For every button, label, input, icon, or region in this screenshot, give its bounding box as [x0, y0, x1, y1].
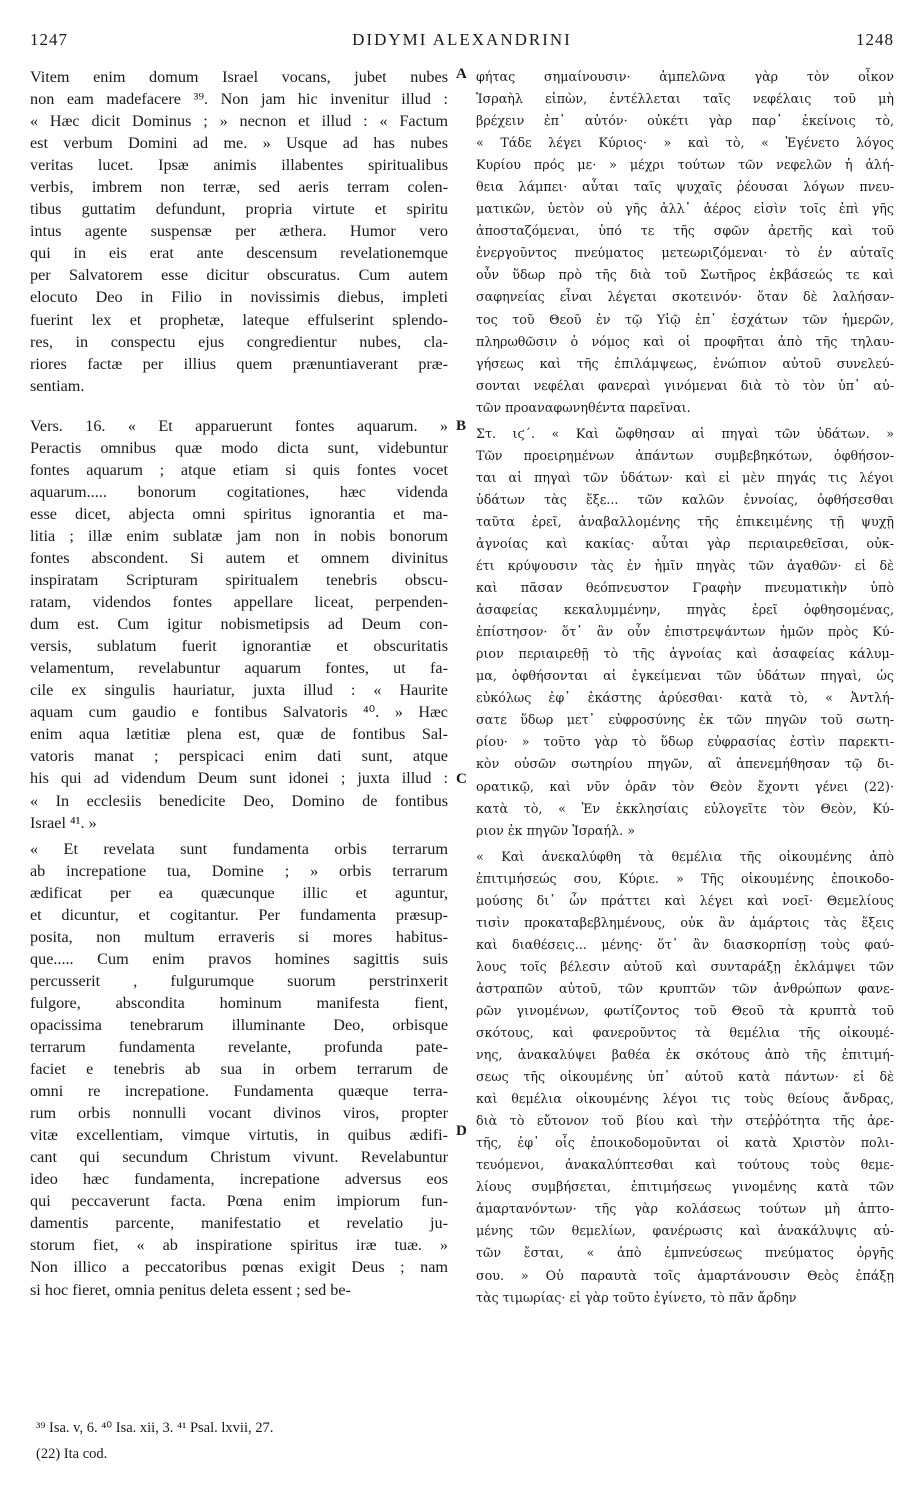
text-line: vitæ excellentiam, vimque virtutis, in quibus ædifi- — [30, 1126, 448, 1145]
text-line: esse dicet, abjecta omni spiritus ignorantia et ma- — [30, 504, 448, 523]
text-line: aquam cum gaudio e fontibus Salvatoris ⁴⁰. » Hæc — [30, 703, 448, 722]
text-line: καὶ θεμέλια οἰκουμένης λέγοι τις τοὺς θείους ἄνδρας, — [476, 1091, 894, 1107]
text-line: εὐκόλως ἐφ᾽ ἑκάστης ἀρύεσθαι· κατὰ τὸ, « Ἀντλή- — [476, 690, 894, 706]
text-line: versis, sublatum fuerit ignorantiæ et obscuritatis — [30, 637, 448, 656]
text-line: τῶν ἔσται, « ἀπὸ ἐμπνεύσεως πνεύματος ὀργῆς — [476, 1245, 894, 1261]
text-line: ματικῶν, ὑετὸν οὐ γῆς ἀλλ᾽ ἀέρος εἰσὶν τοῖς ἐπὶ γῆς — [476, 201, 894, 217]
running-title: DIDYMI ALEXANDRINI — [352, 30, 572, 49]
text-line: πληρωθῶσιν ὁ νόμος καὶ οἱ προφῆται ἀπὸ τῆς τηλαυ- — [476, 333, 894, 349]
text-line: γήσεως καὶ τῆς ἐπιλάμψεως, ἐνώπιον αὐτοῦ συνελεύ- — [476, 355, 894, 371]
text-line: inspiratam Scripturam spiritualem tenebris obscu- — [30, 571, 448, 590]
text-line: cile ex singulis hauriatur, juxta illud : « Haurite — [30, 681, 448, 700]
text-line: καὶ πᾶσαν θεόπνευστον Γραφὴν πνευματικὴν ὑπὸ — [476, 580, 894, 596]
text-line: μένης τῶν θεμελίων, φανέρωσις καὶ ἀνακάλυψις αὐ- — [476, 1223, 894, 1239]
text-line: Κυρίου πρός με· » μέχρι τούτων τῶν νεφελῶν ἡ ἀλή- — [476, 157, 894, 173]
right-col-paragraph-1 — [476, 66, 894, 419]
text-line: κατὰ τὸ, « Ἐν ἐκκλησίαις εὐλογεῖτε τὸν Θεὸν, Κύ- — [476, 800, 894, 816]
footnotes — [36, 1415, 273, 1467]
text-line: enim aqua lætitiæ plena est, quæ de fontibus Sal- — [30, 725, 448, 744]
text-line: διὰ τὸ εὔτονον τοῦ βίου καὶ τὴν στεῤῥότητα τῆς ἀρε- — [476, 1113, 894, 1129]
text-line: fulgore, abscondita hominum manifesta fient, — [30, 993, 448, 1012]
footnote-references: ³⁹ Isa. v, 6. ⁴⁰ Isa. xii, 3. ⁴¹ Psal. lxvii, 27. — [36, 1420, 274, 1436]
page-number-right: 1248 — [856, 30, 894, 49]
text-line: rum orbis nonnulli vocant divinos viros, propter — [30, 1104, 448, 1123]
text-line: σαφηνείας εἶναι λέγεται σκοτεινόν· ὅταν δὲ λαλήσαν- — [476, 289, 894, 305]
text-line: ἀποσταζόμεναι, ὑπό τε τῆς σφῶν ἀρετῆς καὶ τοῦ — [476, 223, 894, 239]
text-line: non eam madefacere ³⁹. Non jam hic invenitur illud : — [30, 90, 448, 109]
left-col-paragraph-3 — [30, 838, 448, 1301]
text-line: terrarum fundamenta revelante, profunda pate- — [30, 1038, 448, 1057]
text-line: Ἰσραὴλ εἰπὼν, ἐντέλλεται ταῖς νεφέλαις τοῦ μὴ — [476, 91, 894, 107]
text-line: ab increpatione tua, Domine ; » orbis terrarum — [30, 861, 448, 880]
text-line: σεως τῆς οἰκουμένης ὑπ᾽ αὐτοῦ κατὰ πάντων· εἰ δὲ — [476, 1069, 894, 1085]
text-line: έτι κρύψουσιν τὰς ἐν ἡμῖν πηγὰς τῶν ἀγαθῶν· εἰ δὲ — [476, 558, 894, 574]
text-line: tibus guttatim defundunt, propria virtute et spiritu — [30, 200, 448, 219]
text-line: σατε ὕδωρ μετ᾽ εὐφροσύνης ἐκ τῶν πηγῶν τοῦ σωτη- — [476, 712, 894, 728]
text-line: opacissima tenebrarum illuminante Deo, orbisque — [30, 1015, 448, 1034]
text-line: dum est. Cum igitur nobismetipsis ad Deum con- — [30, 615, 448, 634]
text-line: Τῶν προειρημένων ἁπάντων συμβεβηκότων, ὀφθήσον- — [476, 447, 894, 463]
text-line: ταῦτα ἐρεῖ, ἀναβαλλομένης τῆς ἐπικειμένης τῇ ψυχῇ — [476, 513, 894, 529]
text-line: ἁμαρτανόντων· τῆς γὰρ κολάσεως τούτων μὴ ἁπτο- — [476, 1201, 894, 1217]
text-line: μα, ὀφθήσονται αἱ ἐγκείμεναι τῶν ὑδάτων πηγαὶ, ὡς — [476, 668, 894, 684]
text-line: λίους συμβήσεται, ἐπιτιμήσεως γινομένης κατὰ τῶν — [476, 1179, 894, 1195]
text-line: τὰς τιμωρίας· εἰ γὰρ τοῦτο ἐγίνετο, τὸ πᾶν ἄρδην — [476, 1289, 797, 1305]
text-line: aquarum..... bonorum cogitationes, hæc videnda — [30, 482, 448, 501]
text-line: vatoris manat ; perspicaci enim dati sunt, atque — [30, 747, 448, 766]
text-line: qui in eis erat ante descensum revelationemque — [30, 244, 448, 263]
page-number-left: 1247 — [30, 30, 68, 49]
latin-column — [30, 66, 448, 1301]
text-line: posita, non multum erraveris si mores habitus- — [30, 927, 448, 946]
text-line: fontes aquarum ; atque etiam si quis fontes vocet — [30, 460, 448, 479]
text-line: ρῶν γινομένων, φωτίζοντος τοῦ Θεοῦ τὰ κρυπτὰ τοῦ — [476, 1002, 894, 1018]
text-line: « Hæc dicit Dominus ; » necnon et illud : « Factum — [30, 112, 448, 131]
text-line: ἀγνοίας καὶ κακίας· αὗται γὰρ περιαιρεθεῖσαι, οὐκ- — [476, 535, 894, 551]
text-line: « Καὶ ἀνεκαλύφθη τὰ θεμέλια τῆς οἰκουμένης ἀπὸ — [476, 848, 894, 864]
text-line: damentis parcente, manifestatio et revelatio ju- — [30, 1214, 448, 1233]
text-line: veritas lucet. Ipsæ animis illabentes spiritualibus — [30, 156, 448, 175]
text-line: ριον ἐκ πηγῶν Ἰσραήλ. » — [476, 822, 635, 838]
paragraph-gap — [30, 397, 448, 415]
text-line: θεια λάμπει· αὗται ταῖς ψυχαῖς ῥέουσαι λόγων πνευ- — [476, 179, 894, 195]
text-line: per Salvatorem esse dicitur obscuratus. Cum autem — [30, 266, 448, 285]
text-line: fontes abscondent. Si autem et omnem divinitus — [30, 548, 448, 567]
text-line: est verbum Domini ad me. » Usque ad has nubes — [30, 134, 448, 153]
text-line: ριον περιαιρεθῇ τὸ τῆς ἀγνοίας καὶ ἀσαφείας κάλυμ- — [476, 646, 894, 662]
text-line: qui peccaverunt facta. Pœna enim impiorum fun- — [30, 1192, 448, 1211]
text-line: velamentum, revelabuntur aquarum fontes, ut fa- — [30, 659, 448, 678]
text-line: βρέχειν ἐπ᾽ αὐτόν· οὐκέτι γὰρ παρ᾽ ἐκείνοις τὸ, — [476, 113, 894, 129]
footnote-codex-note: (22) Ita cod. — [36, 1446, 108, 1462]
text-line: storum fiet, « ab inspiratione spiritus iræ tuæ. » — [30, 1236, 448, 1255]
text-line: ædificat per ea quæcunque illic et aguntur, — [30, 883, 448, 902]
right-col-paragraph-2 — [476, 423, 894, 842]
text-line: σκότους, καὶ φανεροῦντος τὰ θεμέλια τῆς οἰκουμέ- — [476, 1025, 894, 1041]
text-line: καὶ διαθέσεις... μένης· ὅτ᾽ ἂν διασκορπίσῃ τοὺς φαύ- — [476, 936, 894, 952]
text-line: Vers. 16. « Et apparuerunt fontes aquarum. » — [30, 416, 448, 435]
text-line: cant qui secundum Christum vivunt. Revelabuntur — [30, 1148, 448, 1167]
text-line: et dicuntur, et cogitantur. Per fundamenta præsup- — [30, 905, 448, 924]
text-line: τος τοῦ Θεοῦ ἐν τῷ Υἱῷ ἐπ᾽ ἐσχάτων τῶν ἡμερῶν, — [476, 311, 894, 327]
text-line: ρίου· » τοῦτο γὰρ τὸ ὕδωρ εὐφρασίας ἐστὶν παρεκτι- — [476, 734, 894, 750]
text-line: verbis, imbrem non terræ, sed aeris terram colen- — [30, 178, 448, 197]
margin-marker-b: B — [456, 418, 467, 434]
greek-column — [476, 66, 894, 1309]
text-line: ορατικῷ, καὶ νῦν ὁρᾶν τὸν Θεὸν ἔχοντι γένει (22)· — [476, 778, 894, 794]
text-line: sentiam. — [30, 376, 85, 395]
text-line: Israel ⁴¹. » — [30, 813, 97, 832]
text-line: intus agente suspensæ per æthera. Humor vero — [30, 222, 448, 241]
text-line: ἀστραπῶν αὐτοῦ, τῶν κρυπτῶν τῶν ἀνθρώπων φανε- — [476, 980, 894, 996]
text-line: faciet e tenebris ab sua in orbem terrarum de — [30, 1060, 448, 1079]
left-col-paragraph-1 — [30, 66, 448, 397]
text-line: percusserit , fulgurumque suorum perstrinxerit — [30, 971, 448, 990]
text-line: ται αἱ πηγαὶ τῶν ὑδάτων· καὶ εἰ μὲν πηγάς τις λέγοι — [476, 469, 894, 485]
text-line: ἐπιτιμήσεώς σου, Κύριε. » Τῆς οἰκουμένης ἐποικοδο- — [476, 870, 894, 886]
text-line: ideo hæc fundamenta, increpatione adversus eos — [30, 1170, 448, 1189]
left-col-paragraph-2 — [30, 415, 448, 834]
text-line: φήτας σημαίνουσιν· ἀμπελῶνα γὰρ τὸν οἶκον — [476, 69, 894, 84]
text-line: Vitem enim domum Israel vocans, jubet nubes — [30, 68, 448, 86]
text-line: si hoc fieret, omnia penitus deleta essent ; sed be- — [30, 1280, 351, 1299]
text-line: τισὶν προκαταβεβλημένους, οὐκ ἂν ἁμάρτοις τὰς ἕξεις — [476, 914, 894, 930]
text-line: ἀσαφείας κεκαλυμμένην, πηγὰς ἐρεῖ ὀφθησομένας, — [476, 602, 894, 618]
running-header — [30, 30, 894, 60]
text-line: Peractis omnibus quæ modo dicta sunt, videbuntur — [30, 438, 448, 457]
text-line: τῆς, ἐφ᾽ οἷς ἐποικοδομοῦνται οἱ κατὰ Χριστὸν πολι- — [476, 1135, 894, 1151]
text-line: Non illico a peccatoribus pœnas exigit Deus ; nam — [30, 1258, 448, 1277]
text-line: τῶν προαναφωνηθέντα παρεῖναι. — [476, 399, 691, 415]
text-line: μούσης δι᾽ ὧν πράττει καὶ λέγει καὶ νοεῖ· Θεμελίους — [476, 892, 894, 908]
text-line: ἐνεργοῦντος πνεύματος μετεωριζόμεναι· τὸ ἐν αὐταῖς — [476, 245, 894, 261]
text-line: σου. » Οὐ παραυτὰ τοῖς ἁμαρτάνουσιν Θεὸς ἐπάξῃ — [476, 1267, 894, 1283]
text-line: res, in conspectu ejus congredientur nubes, cla- — [30, 332, 448, 351]
text-line: omni re increpatione. Fundamenta quæque terra- — [30, 1082, 448, 1101]
text-line: νης, ἀνακαλύψει βαθέα ἐκ σκότους ἀπὸ τῆς ἐπιτιμή- — [476, 1047, 894, 1063]
text-line: λους τοῖς βέλεσιν αὐτοῦ καὶ συνταράξῃ ἐκλάμψει τῶν — [476, 958, 894, 974]
text-line: riores factæ per illius quem prænuntiaverant præ- — [30, 354, 448, 373]
text-line: « In ecclesiis benedicite Deo, Domino de fontibus — [30, 791, 448, 810]
text-line: « Et revelata sunt fundamenta orbis terrarum — [30, 839, 448, 858]
text-line: τευόμενοι, ἀνακαλύπτεσθαι καὶ τούτους τοὺς θεμε- — [476, 1157, 894, 1173]
margin-marker-d: D — [456, 1123, 467, 1139]
text-line: ratam, videndos fontes appellare liceat, perpenden- — [30, 593, 448, 612]
text-line: que..... Cum enim pravos homines sagittis suis — [30, 949, 448, 968]
text-line: ὑδάτων τὰς ἕξε... τῶν καλῶν ἐννοίας, ὀφθήσεσθαι — [476, 491, 894, 507]
text-line: ἐπίστησον· ὅτ᾽ ἂν οὖν ἐπιστρεψάντων ἡμῶν πρὸς Κύ- — [476, 624, 894, 640]
text-line: his qui ad videndum Deum sunt idonei ; juxta illud : — [30, 769, 448, 788]
text-line: fuerint lex et prophetæ, lateque effulserint splendo- — [30, 310, 448, 329]
text-line: σονται νεφέλαι φανεραὶ γινόμεναι διὰ τὸ τὸν ὑπ᾽ αὐ- — [476, 377, 894, 393]
right-col-paragraph-3 — [476, 846, 894, 1309]
margin-marker-a: A — [456, 66, 467, 82]
text-line: κὸν οὐσῶν σωτηρίου πηγῶν, αἳ ἀπενεμήθησαν τῷ δι- — [476, 756, 894, 772]
text-line: elocuto Deo in Filio in novissimis diebus, impleti — [30, 288, 448, 307]
text-line: Στ. ιϛ΄. « Καὶ ὤφθησαν αἱ πηγαὶ τῶν ὑδάτων. » — [476, 425, 894, 441]
margin-marker-c: C — [456, 771, 467, 787]
text-line: litia ; illæ enim sublatæ jam non in nobis bonorum — [30, 526, 448, 545]
text-line: « Τάδε λέγει Κύριος· » καὶ τὸ, « Ἐγένετο λόγος — [476, 135, 894, 151]
text-line: οὖν ὕδωρ πρὸ τῆς διὰ τοῦ Σωτῆρος ἐκβάσεώς τε καὶ — [476, 267, 894, 283]
